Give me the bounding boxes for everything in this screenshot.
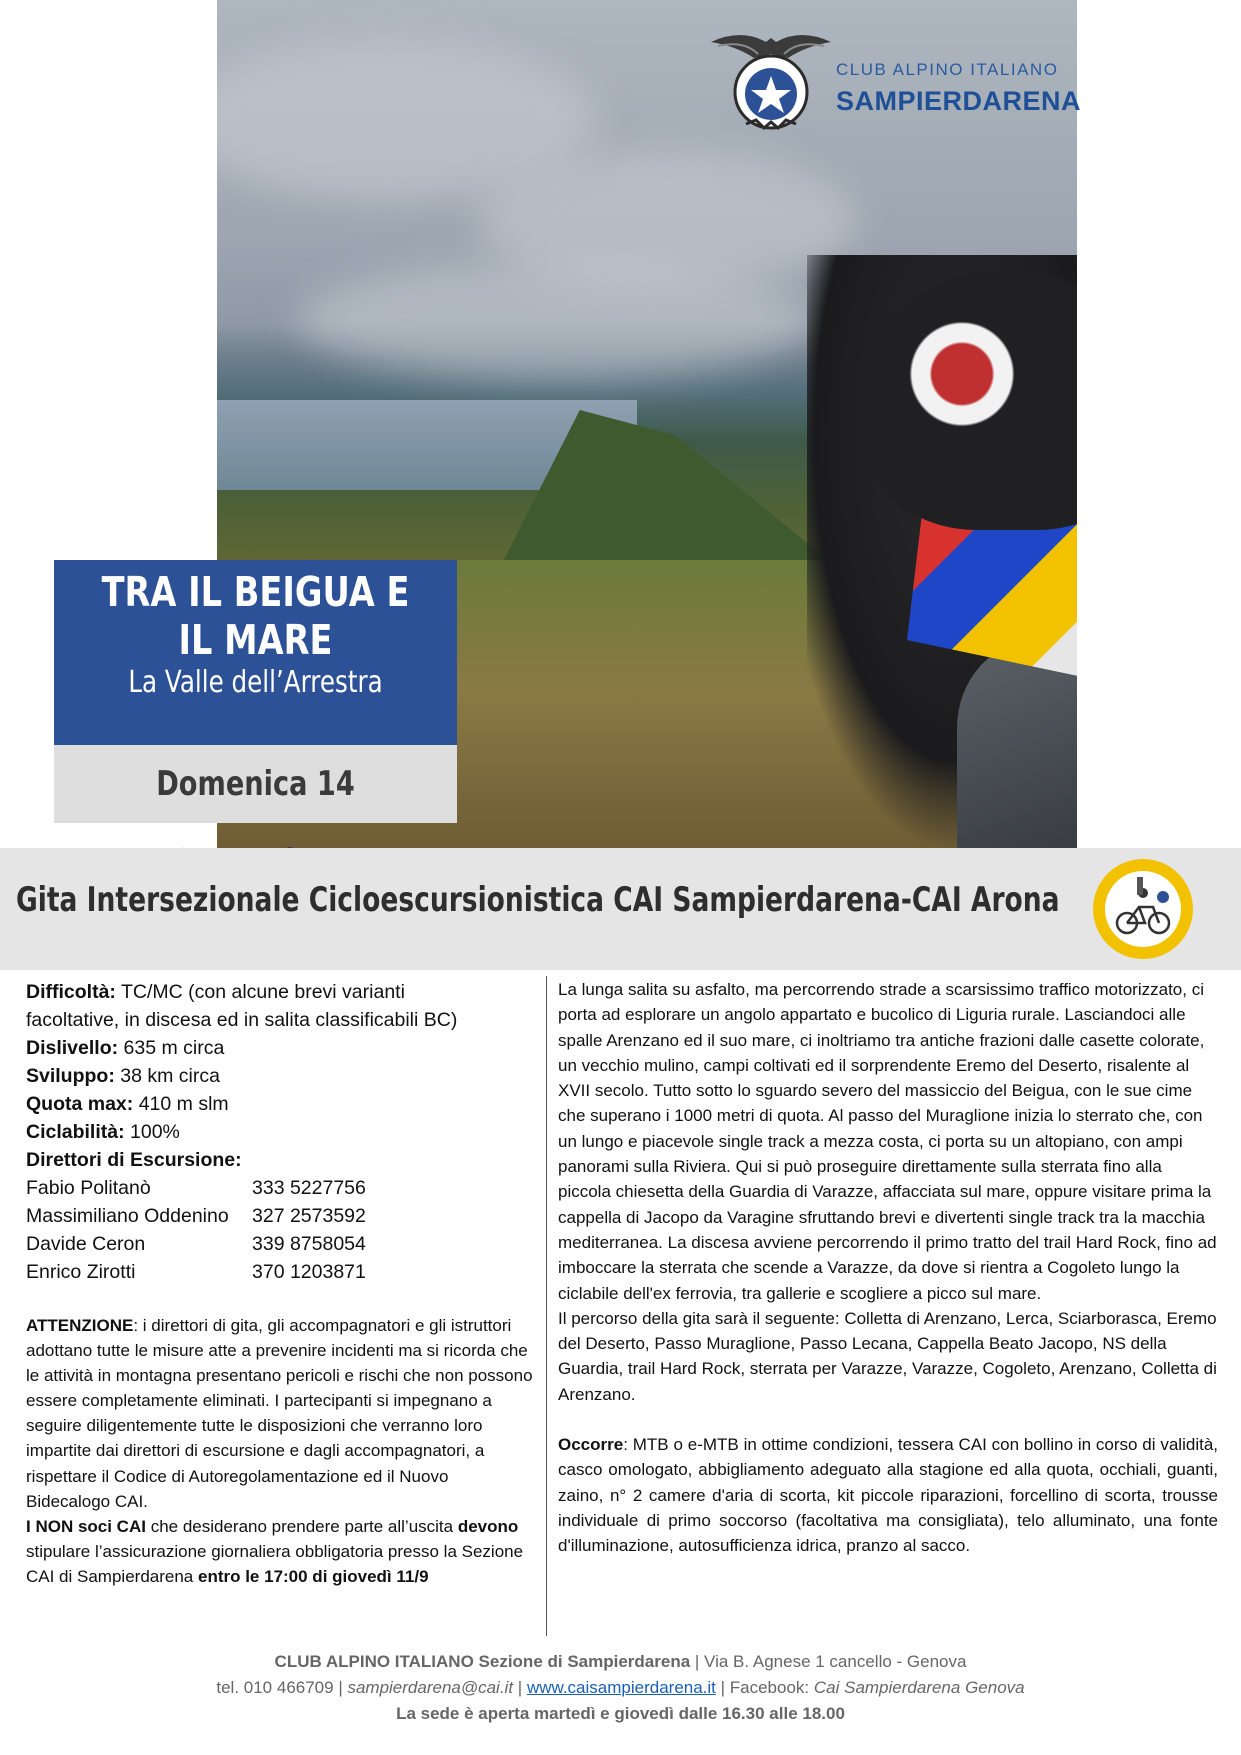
elevation-label: Dislivello: (26, 1037, 119, 1059)
director-phone: 333 5227756 (252, 1177, 366, 1199)
length-label: Sviluppo: (26, 1065, 115, 1087)
footer-contact-line (0, 1675, 1241, 1701)
max-altitude-row (26, 1090, 536, 1118)
trip-details (26, 978, 536, 1286)
banner-title: Gita Intersezionale Cicloescursionistica CAI Sampierdarena-CAI Arona (16, 880, 1060, 920)
footer-email[interactable]: sampierdarena@cai.it (347, 1678, 514, 1697)
difficulty-value: TC/MC (con alcune brevi varianti (115, 981, 405, 1003)
footer-sep: | (513, 1678, 527, 1697)
route-paragraph: Il percorso della gita sarà il seguente: Colletta di Arenzano, Lerca, Sciarborasca, Eremo del Deserto, Passo Muraglione, Passo Lecana, Cappella Beato Jacopo, NS della Guardia, trail Hard Rock, sterrata per Varazze, Varazze, Cogoleto, Arenzano, Colletta di Arenzano. (558, 1308, 1217, 1404)
length-value: 38 km circa (114, 1065, 220, 1087)
directors-heading: Direttori di Escursione: (26, 1149, 242, 1171)
director-phone: 370 1203871 (252, 1261, 366, 1283)
footer-tel: tel. 010 466709 | (216, 1678, 348, 1697)
page-subtitle: La Valle dell’Arrestra (128, 665, 383, 700)
max-altitude-label: Quota max: (26, 1093, 134, 1115)
director-name: Enrico Zirotti (26, 1261, 136, 1283)
logo-line-section: SAMPIERDARENA (836, 86, 1082, 116)
cai-eagle-star-emblem-icon (706, 24, 836, 134)
cai-logo (706, 24, 1082, 134)
title-box (54, 560, 457, 745)
ciclocai-badge-icon (1091, 857, 1195, 961)
non-members-text: che desiderano prendere parte all’uscita (145, 1516, 458, 1536)
director-phone: 339 8758054 (252, 1233, 366, 1255)
rideability-label: Ciclabilità: (26, 1121, 125, 1143)
footer-sep: | Facebook: (715, 1678, 814, 1697)
director-name: Davide Ceron (26, 1233, 146, 1255)
footer-facebook: Cai Sampierdarena Genova (813, 1678, 1025, 1697)
elevation-row (26, 1034, 536, 1062)
requirements-text: : MTB o e-MTB in ottime condizioni, tessera CAI con bollino in corso di validità, casco omologato, abbigliamento adeguato alla stagione ed alla quota, occhiali, guanti, zaino, n° 2 camere d'aria di scorta, kit piccole riparazioni, forcellino di scorta, trousse individuale di primo soccorso (facoltativa ma consigliata), telo alluminato, una fonte d'illuminazione, autosufficienza idrica, pranzo al sacco. (558, 1435, 1218, 1556)
logo-line-club: CLUB ALPINO ITALIANO (836, 60, 1059, 79)
elevation-value: 635 m circa (118, 1037, 225, 1059)
warning-text: : i direttori di gita, gli accompagnatori e gli istruttori adottano tutte le misure atte a prevenire incidenti ma si ricorda che le attività in montagna presentano pericoli e rischi che non possono essere completamente eliminati. I partecipanti si impegnano a seguire diligentemente tutte le disposizioni che verranno loro impartite dai direttori di escursione e dagli accompagnatori, a rispettare il Codice di Autoregolamentazione ed il Nuovo Bidecalogo CAI. (26, 1316, 533, 1511)
warning-label: ATTENZIONE (26, 1316, 134, 1335)
director-row (26, 1174, 536, 1202)
event-date: Domenica 14 (156, 764, 355, 804)
footer-address: | Via B. Agnese 1 cancello - Genova (690, 1652, 967, 1671)
footer-website-link[interactable]: www.caisampierdarena.it (526, 1678, 716, 1697)
requirements-label: Occorre (558, 1435, 624, 1455)
difficulty-value-cont: facoltative, in discesa ed in salita classificabili BC) (26, 1009, 458, 1031)
length-row (26, 1062, 536, 1090)
footer-address-line (0, 1649, 1241, 1675)
difficulty-label: Difficoltà: (26, 981, 116, 1003)
director-name: Massimiliano Oddenino (26, 1205, 229, 1227)
column-divider (546, 976, 547, 1636)
non-members-label: I NON soci CAI (26, 1516, 146, 1536)
footer (0, 1649, 1241, 1727)
difficulty-row (26, 978, 536, 1006)
description-paragraph: La lunga salita su asfalto, ma percorrendo strade a scarsissimo traffico motorizzato, ci porta ad esplorare un angolo appartato e bucolico di Liguria rurale. Lasciandoci alle spalle Arenzano ed il suo mare, ci inoltriamo tra antiche frazioni dalle casette colorate, un vecchio mulino, campi coltivati ed il sorprendente Eremo del Deserto, risalente al XVII secolo. Tutto sotto lo sguardo severo del massiccio del Beigua, con le sue cime che superano i 1000 metri di quota. Al passo del Muraglione inizia lo sterrato che, con un lungo e piacevole single track a mezza costa, ci porta su un altopiano, con ampi panorami sulla Riviera. Qui si può proseguire direttamente sulla sterrata fino alla piccola chiesetta della Guardia di Varazze, affacciata sul mare, oppure visitare prima la cappella di Jacopo da Varagine sfruttando brevi e divertenti single track tra la macchia mediterranea. La discesa avviene percorrendo il primo tratto del trail Hard Rock, fino ad imboccare la sterrata che scende a Varazze, da dove si rientra a Cogoleto lungo la ciclabile dell'ex ferrovia, tra gallerie e scogliere a picco sul mare. (558, 980, 1217, 1303)
deadline: entro le 17:00 di giovedì 11/9 (197, 1566, 429, 1586)
director-phone: 327 2573592 (252, 1205, 366, 1227)
non-members-text-2: stipulare l’assicurazione giornaliera obbligatoria presso la Sezione CAI di Sampierdarena (26, 1541, 524, 1586)
requirements-paragraph (558, 1432, 1218, 1558)
max-altitude-value: 410 m slm (133, 1093, 229, 1115)
footer-hours: La sede è aperta martedì e giovedì dalle 16.30 alle 18.00 (396, 1704, 845, 1723)
director-row (26, 1202, 536, 1230)
rideability-row (26, 1118, 536, 1146)
photo-cloud (297, 260, 817, 380)
warning-notice (26, 1313, 536, 1589)
director-row (26, 1258, 536, 1286)
date-box (54, 745, 457, 823)
director-name: Fabio Politanò (26, 1177, 151, 1199)
must-label: devono (457, 1516, 519, 1536)
footer-org: CLUB ALPINO ITALIANO Sezione di Sampierdarena (274, 1652, 691, 1671)
rideability-value: 100% (124, 1121, 180, 1143)
page-title: TRA IL BEIGUA E IL MARE (101, 568, 410, 664)
director-row (26, 1230, 536, 1258)
trip-description (558, 977, 1218, 1559)
